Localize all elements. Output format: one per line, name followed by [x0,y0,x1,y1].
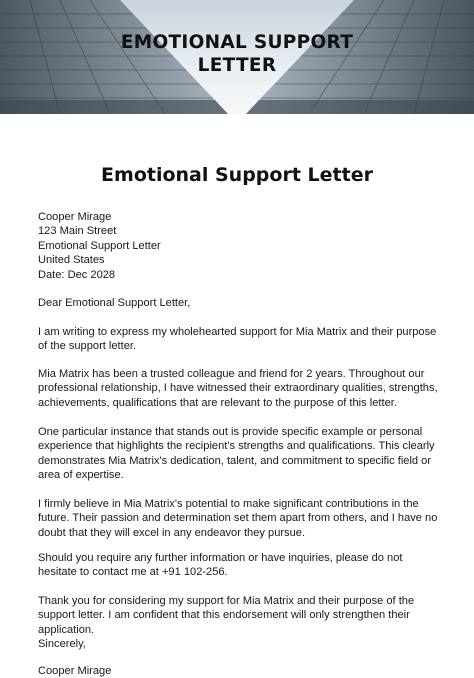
banner-title-line2: LETTER [197,55,277,76]
sender-street: 123 Main Street [38,225,117,238]
letter-date: Date: Dec 2028 [38,268,116,281]
sender-address-block [38,210,440,282]
sender-company: Emotional Support Letter [38,239,161,252]
paragraph-3: One particular instance that stands out is provide specific example or personal experience that highlights the recipient's strengths and qualifications. This clearly demonstrates Mia Matrix's dedication, talent, and commitment to specific field or area of expertise. [38,426,435,482]
document-title: Emotional Support Letter [101,164,373,186]
signature-name: Cooper Mirage [38,665,112,677]
paragraph-2: Mia Matrix has been a trusted colleague and friend for 2 years. Throughout our professional relationship, I have witnessed their extraordinary qualities, strengths, achievements, qualifications that are relevant to the purpose of this letter. [38,368,438,409]
sender-country: United States [38,254,105,267]
paragraph-6: Thank you for considering my support for Mia Matrix and their purpose of the support letter. I am confident that this endorsement will only strengthen their application. [38,595,415,636]
banner-title [0,31,474,77]
paragraph-1: I am writing to express my wholehearted support for Mia Matrix and their purpose of the support letter. [38,326,437,353]
banner-title-line1: EMOTIONAL SUPPORT [120,32,354,53]
paragraph-4: I firmly believe in Mia Matrix's potential to make significant contributions in the future. Their passion and determination set them apart from others, and I have no doubt that they will excel in any endeavor they pursue. [38,498,438,539]
sender-name: Cooper Mirage [38,211,112,223]
header-banner [0,0,474,114]
paragraph-5: Should you require any further information or have inquiries, please do not hesitate to contact me at +91 102-256. [38,552,403,579]
closing: Sincerely, [38,638,86,650]
salutation: Dear Emotional Support Letter, [38,297,191,309]
